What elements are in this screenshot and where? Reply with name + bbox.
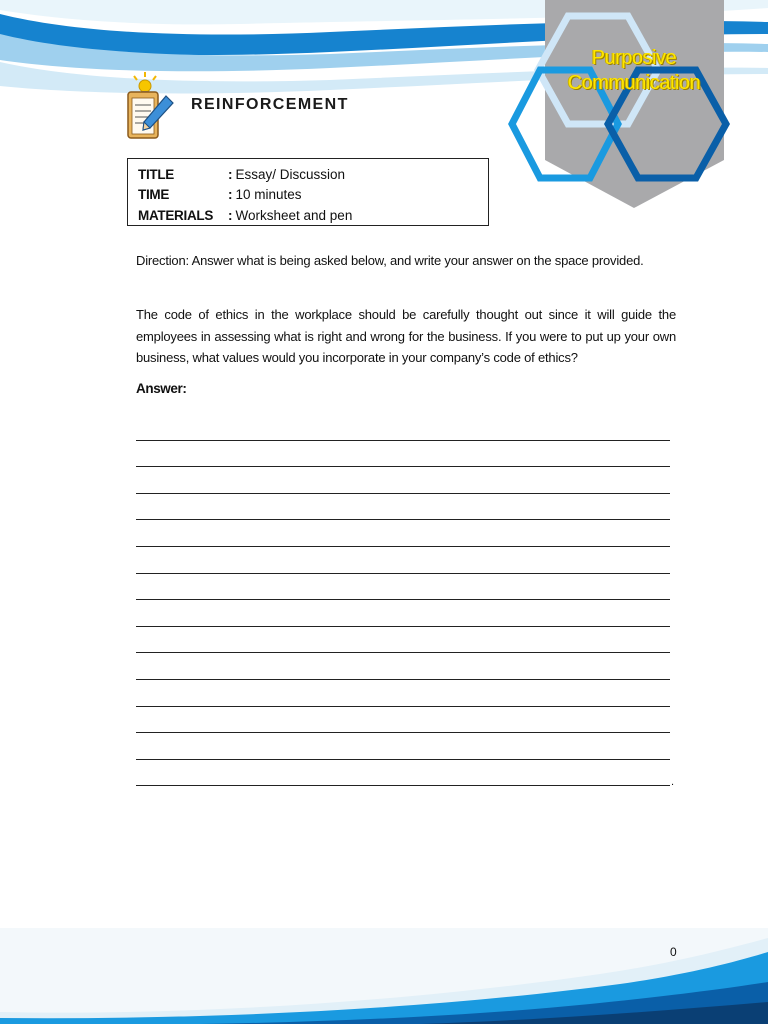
answer-line[interactable] [136, 441, 676, 468]
info-label: TIME [138, 187, 170, 203]
info-label: TITLE [138, 166, 174, 182]
course-logo-hexagons [500, 0, 768, 215]
answer-line[interactable] [136, 414, 676, 441]
info-row-materials [138, 205, 478, 226]
info-value: Essay/ Discussion [235, 166, 346, 182]
answer-line[interactable] [136, 467, 676, 494]
answer-line[interactable] [136, 547, 676, 574]
answer-label: Answer: [136, 381, 187, 396]
section-heading: REINFORCEMENT [191, 96, 349, 113]
footer-swoosh-decoration [0, 928, 768, 1024]
answer-line[interactable] [136, 707, 676, 734]
answer-line[interactable] [136, 733, 676, 760]
answer-rule [136, 785, 670, 786]
info-row-time [138, 185, 478, 206]
activity-info-box [127, 158, 489, 226]
course-logo-text [548, 46, 720, 96]
info-separator: : [228, 207, 233, 223]
direction-text: Direction: Answer what is being asked below, and write your answer on the space provided. [136, 253, 644, 268]
logo-text-line1: Purposive [591, 47, 677, 69]
answer-line[interactable] [136, 520, 676, 547]
clipboard-pencil-lightbulb-icon [124, 70, 176, 142]
info-row-title [138, 164, 478, 185]
essay-prompt: The code of ethics in the workplace should be carefully thought out since it will guide the employees in assessing what is right and wrong for the business. If you were to put up your own business, what values would you incorporate in your company’s code of ethics? [136, 307, 676, 365]
page-number: 0 [670, 945, 677, 959]
info-label: MATERIALS [138, 207, 214, 223]
info-value: 10 minutes [235, 187, 302, 203]
answer-line[interactable] [136, 600, 676, 627]
answer-end-mark: . [671, 776, 675, 789]
info-separator: : [228, 166, 233, 182]
answer-line[interactable] [136, 653, 676, 680]
answer-line[interactable] [136, 494, 676, 521]
answer-line[interactable] [136, 574, 676, 601]
info-value: Worksheet and pen [235, 207, 353, 223]
answer-line[interactable] [136, 627, 676, 654]
info-separator: : [228, 187, 233, 203]
answer-line[interactable] [136, 680, 676, 707]
logo-text-line2: Communication [567, 72, 701, 94]
answer-lines[interactable] [136, 414, 676, 789]
answer-line[interactable] [136, 760, 676, 787]
